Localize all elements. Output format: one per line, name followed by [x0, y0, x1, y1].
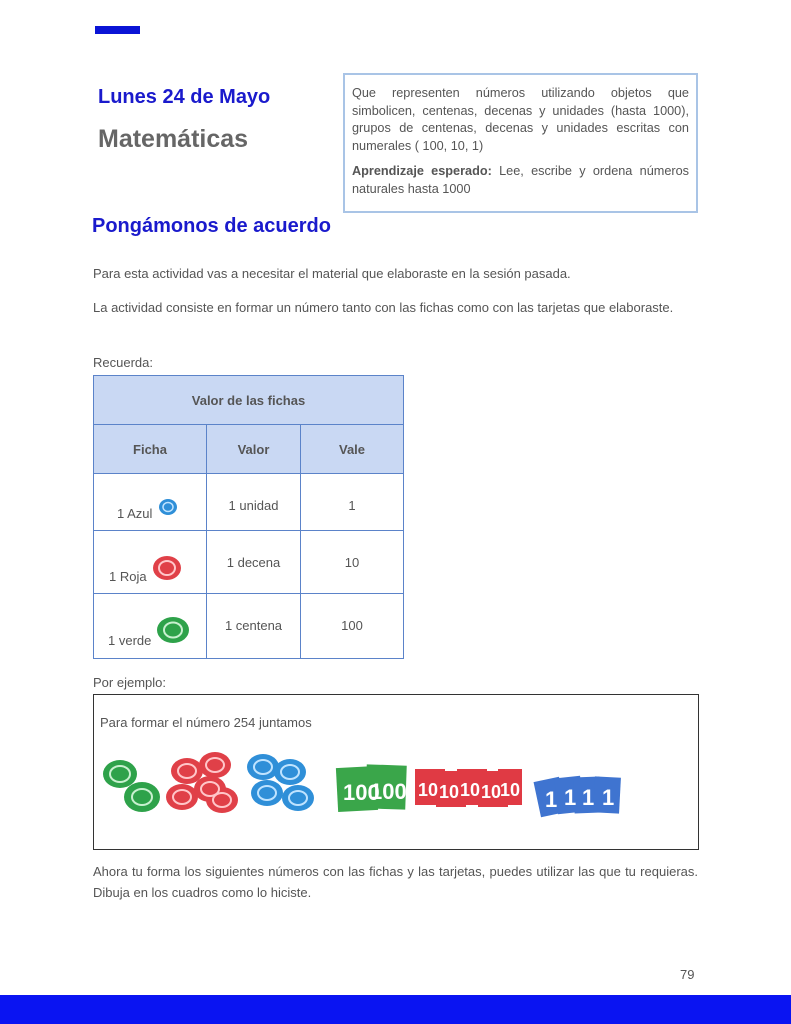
objective-box: [343, 73, 698, 213]
green-chip-icon: [156, 616, 190, 644]
paragraph-activity: La actividad consiste en formar un número tanto con las fichas como con las tarjetas que elaboraste.: [93, 300, 674, 315]
blue-chips-icon: [247, 754, 314, 811]
red-card-label: 10: [439, 782, 460, 802]
ficha-cell: [94, 594, 207, 659]
example-text: Para formar el número 254 juntamos: [100, 715, 312, 730]
chip-values-table: [93, 375, 404, 659]
example-illustration: [100, 745, 640, 825]
lesson-subject: Matemáticas: [98, 125, 249, 153]
ficha-label: 1 Azul: [117, 506, 153, 521]
table-row: [94, 474, 404, 531]
vale-cell: 100: [301, 594, 404, 659]
green-chips-icon: [103, 760, 160, 812]
ficha-label: 1 verde: [108, 633, 152, 648]
table-title: Valor de las fichas: [94, 376, 404, 425]
table-row: [94, 594, 404, 659]
green-cards-icon: [336, 764, 407, 812]
expected-learning: [352, 163, 689, 198]
blue-chip-icon: [158, 498, 178, 516]
expected-learning-label: Aprendizaje esperado:: [352, 164, 492, 178]
example-label: Por ejemplo:: [93, 675, 166, 690]
paragraph-material: Para esta actividad vas a necesitar el material que elaboraste en la sesión pasada.: [93, 266, 571, 281]
red-card-label: 10: [460, 780, 481, 800]
red-cards-icon: [415, 769, 522, 807]
top-accent-bar: [95, 26, 140, 34]
page-number: 79: [680, 967, 695, 982]
table-header-valor: Valor: [207, 425, 301, 474]
green-card-label: 100: [343, 780, 380, 805]
green-card-label: 100: [370, 779, 407, 804]
blue-card-label: 1: [582, 785, 595, 810]
blue-card-label: 1: [545, 787, 558, 812]
valor-cell: 1 decena: [207, 531, 301, 594]
table-header-vale: Vale: [301, 425, 404, 474]
vale-cell: 1: [301, 474, 404, 531]
valor-cell: 1 unidad: [207, 474, 301, 531]
section-title: Pongámonos de acuerdo: [92, 215, 331, 237]
remember-label: Recuerda:: [93, 355, 153, 370]
blue-cards-icon: [534, 776, 621, 818]
red-chips-icon: [166, 752, 238, 813]
red-card-label: 10: [500, 780, 521, 800]
ficha-cell: [94, 531, 207, 594]
lesson-date: Lunes 24 de Mayo: [98, 86, 271, 108]
closing-paragraph: Ahora tu forma los siguientes números con las fichas y las tarjetas, puedes utilizar las que tu requieras. Dibuja en los cuadros como lo hiciste.: [93, 864, 698, 900]
red-card-label: 10: [481, 782, 502, 802]
objective-text: Que representen números utilizando objetos que simbolicen, centenas, decenas y unidades (hasta 1000), grupos de centenas, decenas y unidades escritas con numerales ( 100, 10, 1): [352, 86, 689, 153]
table-header-ficha: Ficha: [94, 425, 207, 474]
blue-card-label: 1: [602, 785, 615, 810]
ficha-label: 1 Roja: [109, 569, 147, 584]
blue-card-label: 1: [564, 785, 577, 810]
red-chip-icon: [152, 555, 182, 581]
ficha-cell: [94, 474, 207, 531]
valor-cell: 1 centena: [207, 594, 301, 659]
table-row: [94, 531, 404, 594]
expected-learning-text: Lee, escribe y ordena números naturales hasta 1000: [352, 164, 689, 196]
vale-cell: 10: [301, 531, 404, 594]
bottom-accent-bar: [0, 995, 791, 1024]
red-card-label: 10: [418, 780, 439, 800]
